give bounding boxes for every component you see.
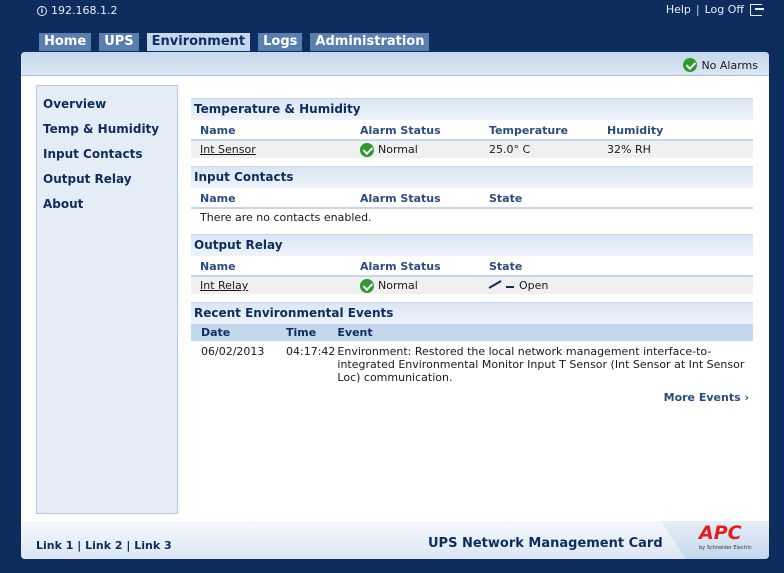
temp-humidity-panel [191,98,753,158]
column-header: State [480,188,753,208]
footer-separator: | [77,539,82,552]
footer-link-3[interactable]: Link 3 [134,539,172,552]
output-relay-panel [191,234,753,294]
ip-address-text: 192.168.1.2 [51,4,118,17]
top-links-separator: | [695,3,700,16]
tab-environment[interactable]: Environment [147,33,251,51]
sidebar-item-input-contacts[interactable]: Input Contacts [43,147,143,161]
footer [21,521,769,559]
footer-separator: | [126,539,131,552]
recent-events-panel [191,302,753,404]
sidebar-item-temp-humidity[interactable]: Temp & Humidity [43,122,160,136]
apc-logo-text: APC [699,522,742,544]
events-table [191,324,753,384]
alarm-status-text: No Alarms [701,58,758,72]
column-header: Temperature [480,120,598,140]
temp-humidity-table [191,120,753,158]
tab-administration[interactable]: Administration [310,33,429,51]
panel-title: Output Relay [191,234,753,256]
content-shell [21,52,769,559]
info-icon: i [37,6,47,16]
column-header: Time [278,324,335,341]
relay-state-value: Open [519,279,549,292]
alarm-status-value: Normal [378,143,418,156]
ok-check-icon [683,58,697,72]
column-header: Event [335,324,753,341]
ok-check-icon [360,143,374,157]
sidebar-item-overview[interactable]: Overview [43,97,107,111]
main-content [191,98,753,412]
ip-address [37,4,117,17]
alarm-strip [21,52,769,76]
logoff-link[interactable]: Log Off [704,3,744,16]
column-header: Alarm Status [351,256,480,276]
panel-title: Recent Environmental Events [191,302,753,324]
help-link[interactable]: Help [665,3,691,16]
panel-title: Input Contacts [191,166,753,188]
alarm-status-value: Normal [378,279,418,292]
table-row [191,208,753,226]
footer-links [36,539,172,552]
humidity-value: 32% RH [598,140,753,158]
sidebar-item-output-relay[interactable]: Output Relay [43,172,132,186]
event-text: Environment: Restored the local network management interface-to-integrated Environmental Monitor Input T Sensor (Int Sensor at Int Sensor Loc) communication. [337,345,745,384]
table-row [191,140,753,158]
sidebar-nav [36,85,178,514]
tab-logs[interactable]: Logs [258,33,302,51]
output-relay-table [191,256,753,294]
column-header: Alarm Status [351,120,480,140]
empty-message: There are no contacts enabled. [200,211,372,224]
relay-link[interactable]: Int Relay [200,279,249,292]
alarm-status[interactable] [683,58,758,72]
product-name: UPS Network Management Card [428,536,663,551]
tab-home[interactable]: Home [39,33,91,51]
column-header: State [480,256,753,276]
main-tabs [39,33,437,51]
event-date: 06/02/2013 [201,345,265,358]
logoff-icon[interactable] [750,4,762,16]
schneider-logo-text: by Schneider Electric [699,545,752,551]
footer-link-1[interactable]: Link 1 [36,539,74,552]
column-header: Name [191,120,351,140]
tab-ups[interactable]: UPS [99,33,138,51]
table-row [191,276,753,294]
top-bar [0,0,784,22]
column-header: Name [191,256,351,276]
sensor-link[interactable]: Int Sensor [200,143,256,156]
relay-open-icon [489,281,515,291]
more-events-link[interactable]: More Events › [663,391,749,404]
input-contacts-table [191,188,753,226]
apc-logo [696,521,756,555]
table-row [191,341,753,384]
sidebar-item-about[interactable]: About [43,197,84,211]
column-header: Date [191,324,278,341]
panel-title: Temperature & Humidity [191,98,753,120]
column-header: Alarm Status [351,188,480,208]
top-links [666,3,762,16]
column-header: Name [191,188,351,208]
column-header: Humidity [598,120,753,140]
temperature-value: 25.0° C [480,140,598,158]
footer-link-2[interactable]: Link 2 [85,539,123,552]
input-contacts-panel [191,166,753,226]
event-time: 04:17:42 [286,345,336,358]
ok-check-icon [360,279,374,293]
